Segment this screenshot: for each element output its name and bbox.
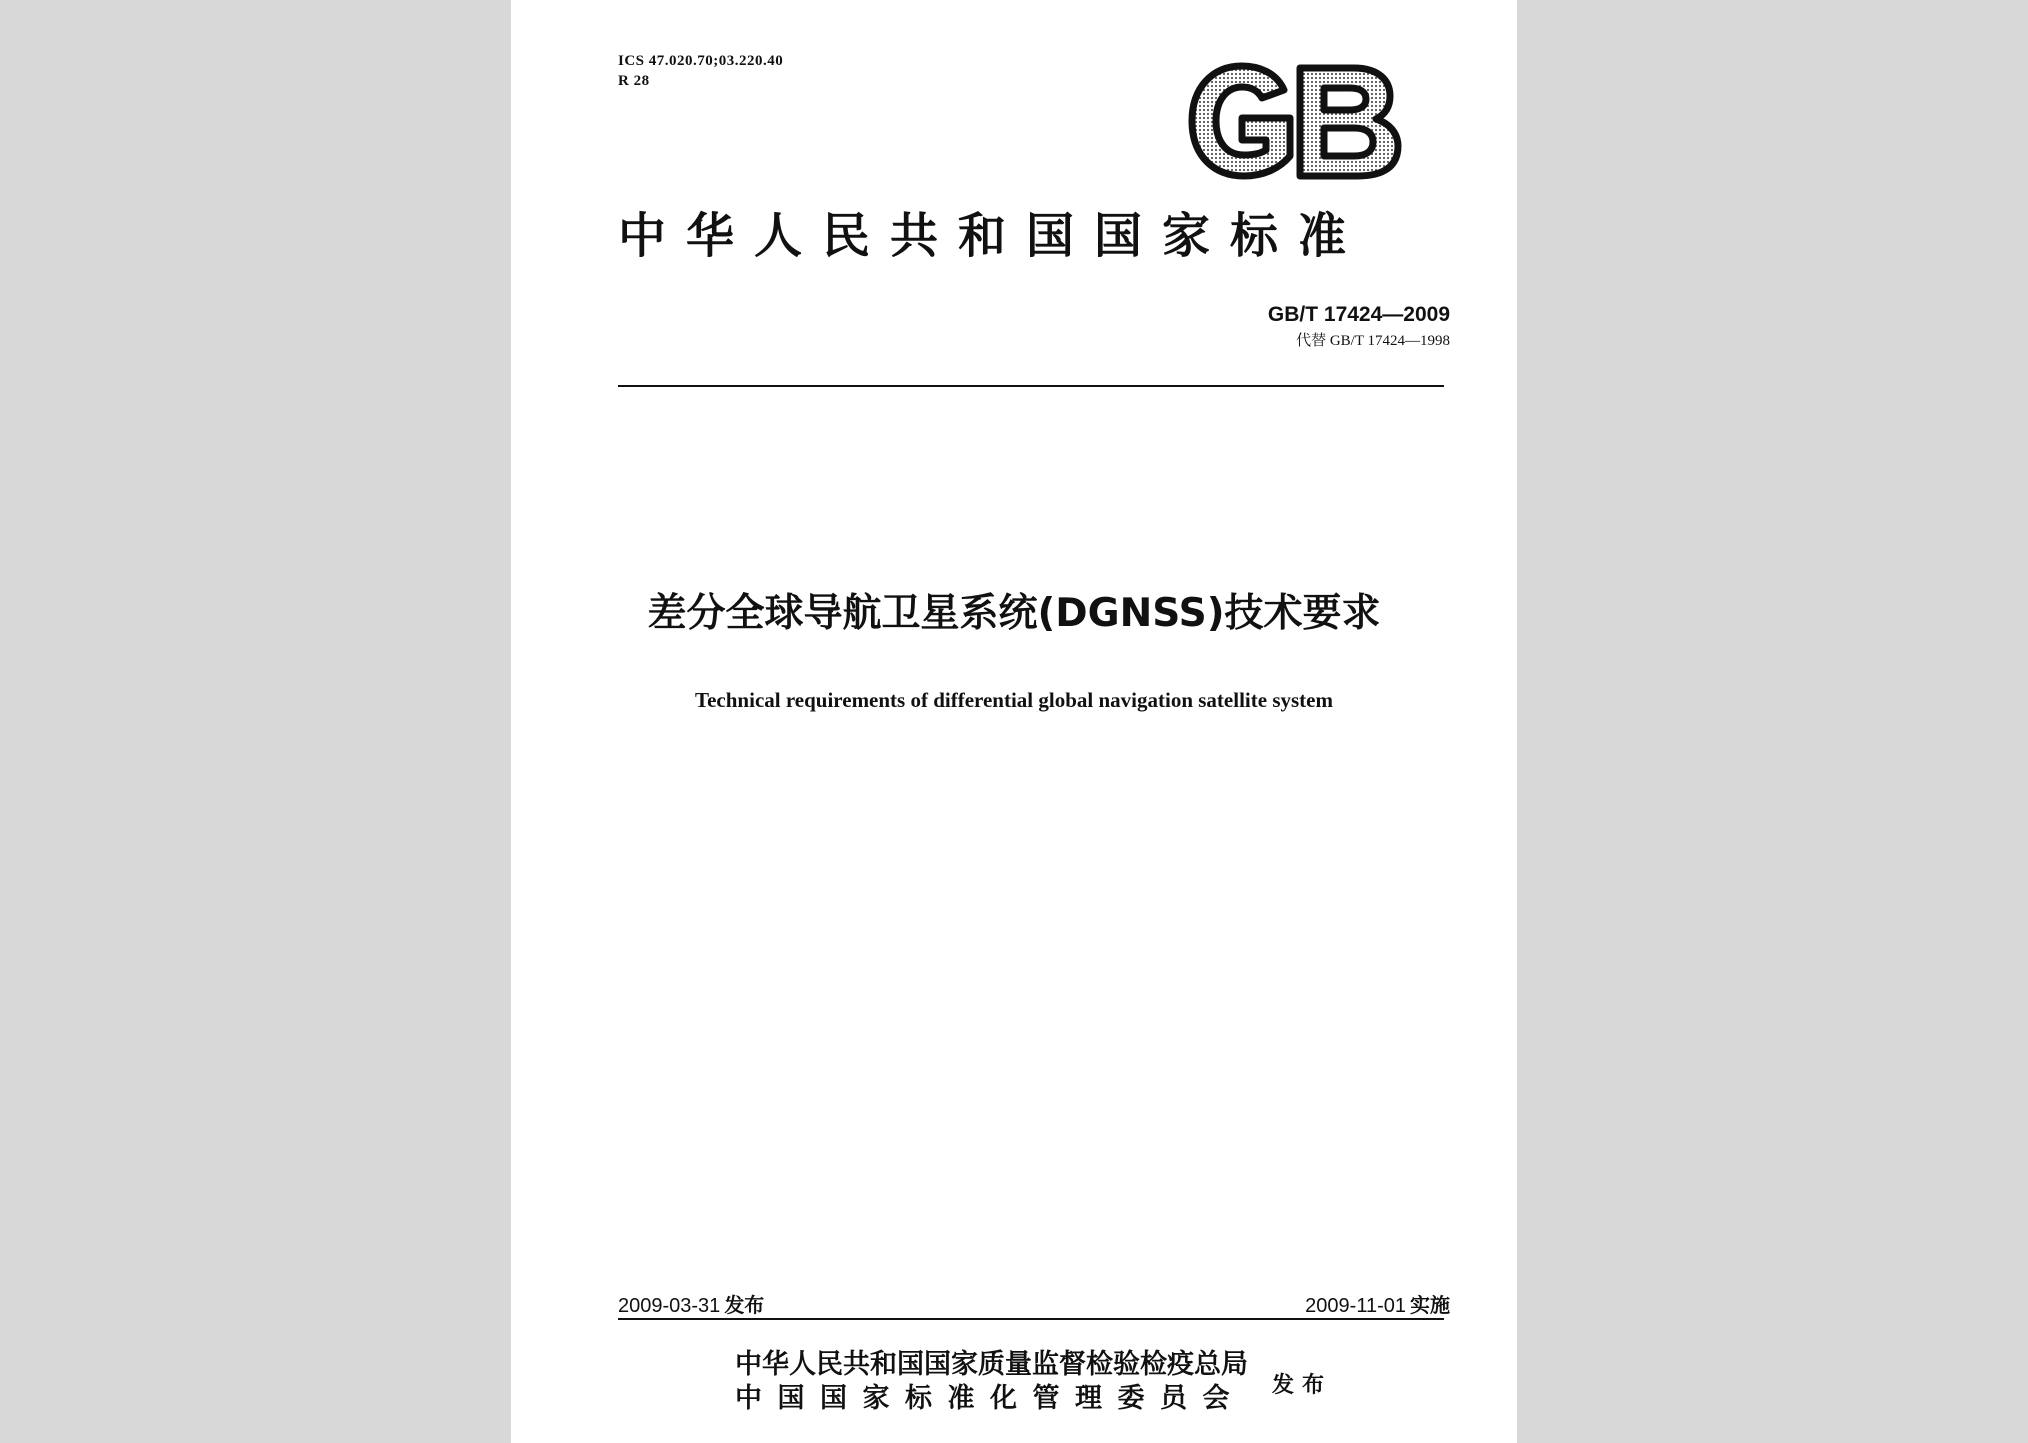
standard-replaces: 代替 GB/T 17424—1998 bbox=[1296, 333, 1450, 349]
issue-date-block bbox=[618, 1289, 764, 1318]
national-standard-heading: 中华人民共和国国家标准 bbox=[618, 208, 1367, 264]
effective-date-block bbox=[1305, 1289, 1450, 1318]
ics-code: ICS 47.020.70;03.220.40 bbox=[618, 53, 784, 69]
effective-date: 2009-11-01 bbox=[1305, 1295, 1406, 1317]
standard-number: GB/T 17424—2009 bbox=[1267, 303, 1450, 326]
issuer-line-1: 中华人民共和国国家质量监督检验检疫总局 bbox=[735, 1349, 1248, 1380]
publish-label: 发布 bbox=[1272, 1373, 1333, 1398]
gb-logo bbox=[1186, 60, 1406, 182]
classification-codes bbox=[618, 51, 783, 91]
header-divider bbox=[618, 385, 1444, 387]
issuer-line-2: 中国国家标准化管理委员会 bbox=[735, 1383, 1245, 1414]
standard-title-chinese: 差分全球导航卫星系统(DGNSS)技术要求 bbox=[647, 591, 1381, 636]
issuing-authorities bbox=[735, 1348, 1248, 1416]
footer-divider bbox=[618, 1318, 1444, 1320]
gb-logo-text: GB bbox=[1186, 60, 1188, 61]
issue-date: 2009-03-31 bbox=[618, 1295, 721, 1317]
standard-title-english: Technical requirements of differential global navigation satellite system bbox=[695, 688, 1333, 712]
standard-cover-page bbox=[511, 0, 1517, 1443]
ccs-code: R 28 bbox=[618, 73, 650, 89]
issue-label: 发布 bbox=[724, 1293, 765, 1317]
effective-label: 实施 bbox=[1410, 1293, 1450, 1317]
